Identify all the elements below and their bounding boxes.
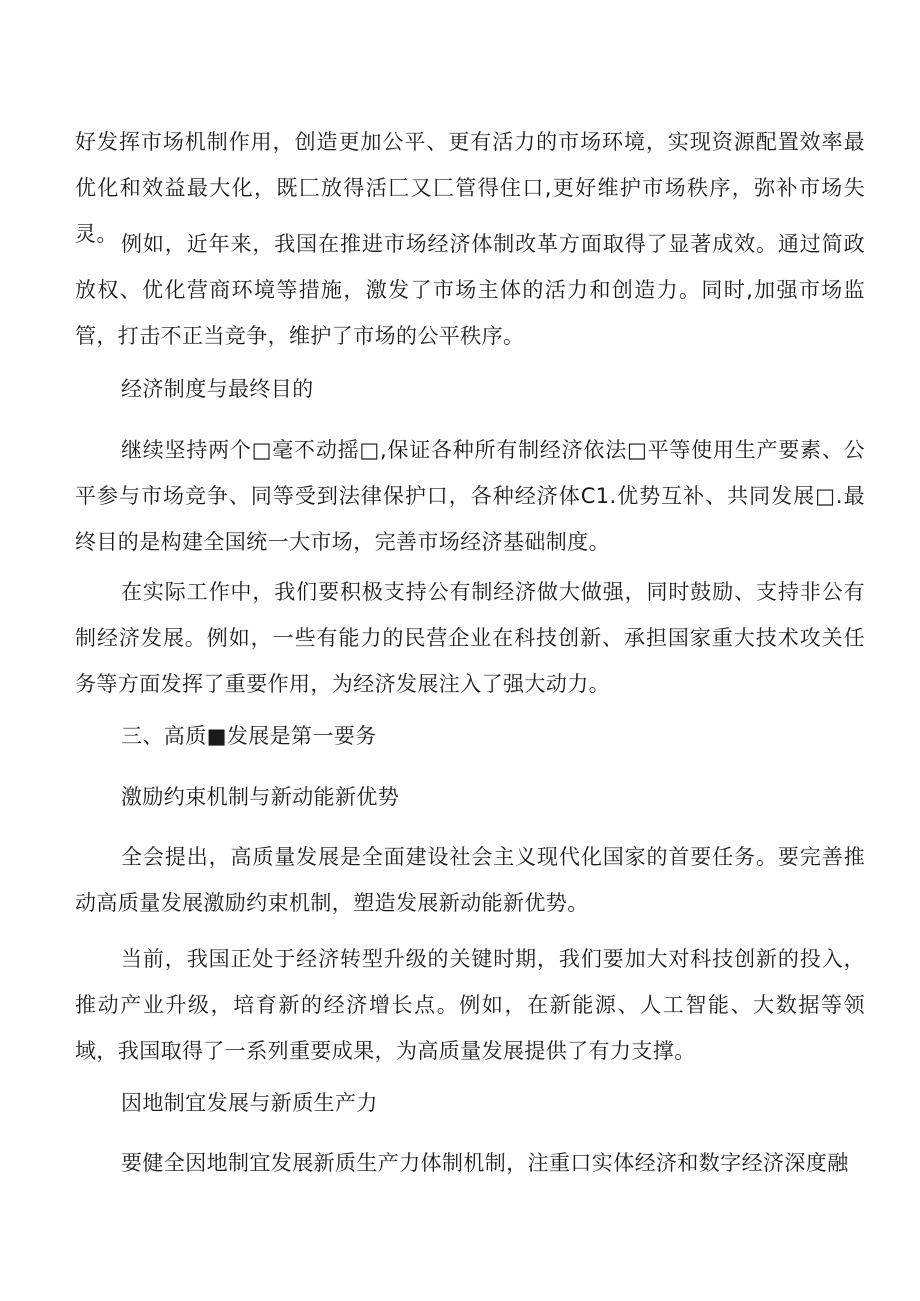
subheading-local-conditions: 因地制宜发展与新质生产力 bbox=[121, 1091, 378, 1115]
paragraph-current-transition: 当前，我国正处于经济转型升级的关键时期，我们要加大对科技创新的投入，推动产业升级，培育新的经济增长点。例如，在新能源、人工智能、大数据等领域，我国取得了一系列重要成果，为高质量发展提供了有力支撑。 bbox=[75, 947, 865, 1063]
subheading-economic-system: 经济制度与最终目的 bbox=[121, 377, 314, 401]
paragraph-practical-work: 在实际工作中，我们要积极支持公有制经济做大做强，同时鼓励、支持非公有制经济发展。例如，一些有能力的民营企业在科技创新、承担国家重大技术攻关任务等方面发挥了重要作用，为经济发展注入了强大动力。 bbox=[75, 580, 865, 696]
paragraph-plenary-session: 全会提出，高质量发展是全面建设社会主义现代化国家的首要任务。要完善推动高质量发展激励约束机制，塑造发展新动能新优势。 bbox=[75, 845, 865, 915]
paragraph-reform-example: 例如，近年来，我国在推进市场经济体制改革方面取得了显著成效。通过简政放权、优化营商环境等措施，激发了市场主体的活力和创造力。同时,加强市场监管，打击不正当竞争，维护了市场的公平秩序。 bbox=[75, 232, 865, 348]
subheading-incentive-mechanism: 激励约束机制与新动能新优势 bbox=[121, 785, 400, 809]
paragraph-new-productivity: 要健全因地制宜发展新质生产力体制机制，注重口实体经济和数字经济深度融 bbox=[121, 1151, 849, 1175]
section-heading-high-quality: 三、高质■发展是第一要务 bbox=[121, 724, 377, 748]
paragraph-market-mechanism: 好发挥市场机制作用，创造更加公平、更有活力的市场环境，实现资源配置效率最优化和效益最大化，既匚放得活匚又匚管得住口,更好维护市场秩序，弥补市场失灵。 bbox=[75, 130, 865, 246]
paragraph-two-unwavering: 继续坚持两个□毫不动摇□,保证各种所有制经济依法□平等使用生产要素、公平参与市场竞争、同等受到法律保护口，各种经济体C1.优势互补、共同发展□.最终目的是构建全国统一大市场，完善市场经济基础制度。 bbox=[75, 438, 865, 554]
